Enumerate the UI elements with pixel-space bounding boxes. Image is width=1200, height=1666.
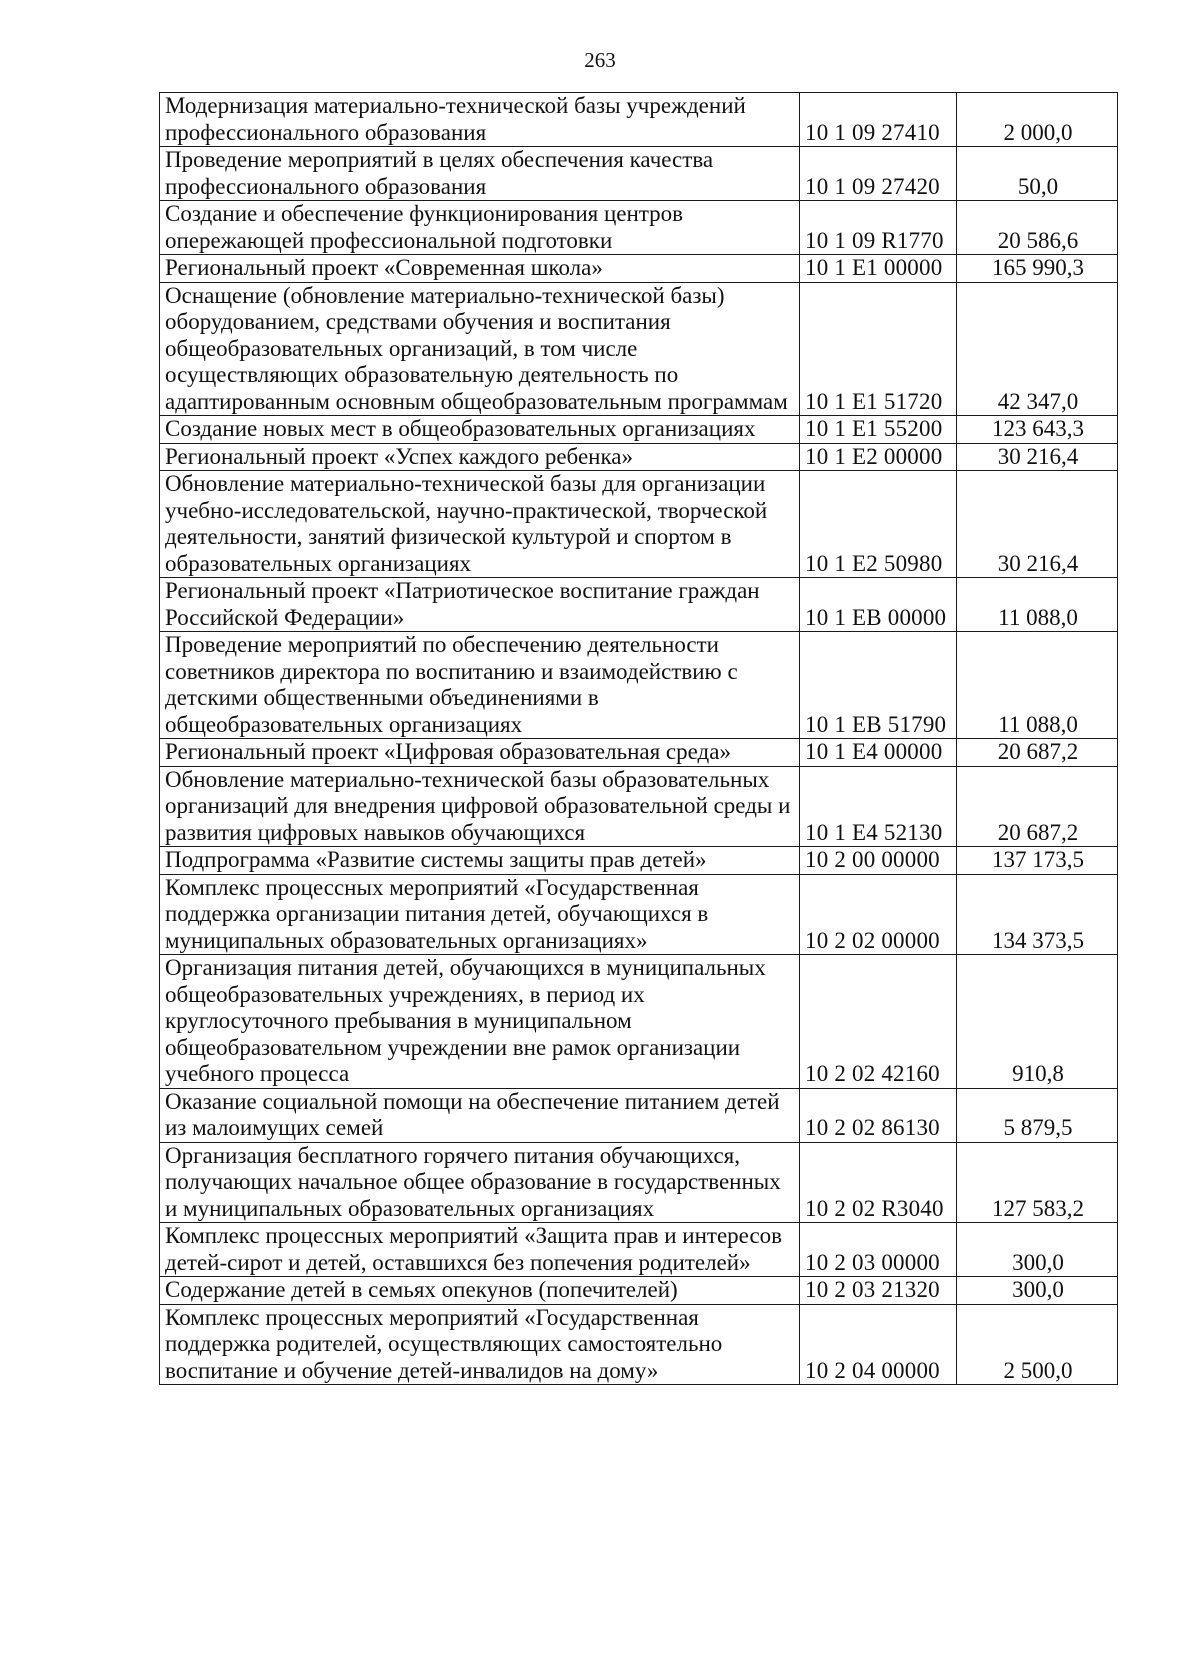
table-row bbox=[160, 766, 1118, 847]
row-name-cell: Создание новых мест в общеобразовательных организациях bbox=[160, 416, 800, 444]
row-code-cell: 10 1 EB 51790 bbox=[800, 632, 957, 739]
row-name-cell: Организация питания детей, обучающихся в муниципальных общеобразовательных учреждениях, в период их круглосуточного пребывания в муниципальном общеобразовательном учреждении вне рамок организации учебного процесса bbox=[160, 955, 800, 1089]
row-code-cell: 10 1 09 R1770 bbox=[800, 201, 957, 255]
row-amount-cell: 2 000,0 bbox=[957, 93, 1118, 147]
table-body bbox=[160, 93, 1118, 1385]
row-amount-cell: 165 990,3 bbox=[957, 255, 1118, 283]
table-row bbox=[160, 147, 1118, 201]
row-name-cell: Оснащение (обновление материально-технической базы) оборудованием, средствами обучения и воспитания общеобразовательных организаций, в том числе осуществляющих образовательную деятельность по адаптированным основным общеобразовательным программам bbox=[160, 282, 800, 416]
budget-table bbox=[159, 92, 1118, 1385]
row-code-cell: 10 1 E4 52130 bbox=[800, 766, 957, 847]
row-amount-cell: 20 687,2 bbox=[957, 739, 1118, 767]
row-code-cell: 10 1 E2 00000 bbox=[800, 443, 957, 471]
row-name-cell: Содержание детей в семьях опекунов (попечителей) bbox=[160, 1277, 800, 1305]
row-amount-cell: 20 586,6 bbox=[957, 201, 1118, 255]
row-amount-cell: 5 879,5 bbox=[957, 1088, 1118, 1142]
row-amount-cell: 42 347,0 bbox=[957, 282, 1118, 416]
table-row bbox=[160, 1304, 1118, 1385]
row-code-cell: 10 2 02 00000 bbox=[800, 874, 957, 955]
row-name-cell: Оказание социальной помощи на обеспечение питанием детей из малоимущих семей bbox=[160, 1088, 800, 1142]
row-name-cell: Проведение мероприятий по обеспечению деятельности советников директора по воспитанию и взаимодействию с детскими общественными объединениями в общеобразовательных организациях bbox=[160, 632, 800, 739]
row-name-cell: Обновление материально-технической базы образовательных организаций для внедрения цифровой образовательной среды и развития цифровых навыков обучающихся bbox=[160, 766, 800, 847]
row-code-cell: 10 1 E2 50980 bbox=[800, 471, 957, 578]
row-name-cell: Обновление материально-технической базы для организации учебно-исследовательской, научно-практической, творческой деятельности, занятий физической культурой и спортом в образовательных организациях bbox=[160, 471, 800, 578]
table-row bbox=[160, 443, 1118, 471]
row-code-cell: 10 1 E1 55200 bbox=[800, 416, 957, 444]
row-amount-cell: 30 216,4 bbox=[957, 443, 1118, 471]
table-row bbox=[160, 632, 1118, 739]
row-code-cell: 10 1 E1 51720 bbox=[800, 282, 957, 416]
table-row bbox=[160, 416, 1118, 444]
row-name-cell: Региональный проект «Успех каждого ребенка» bbox=[160, 443, 800, 471]
table-row bbox=[160, 1223, 1118, 1277]
row-name-cell: Региональный проект «Патриотическое воспитание граждан Российской Федерации» bbox=[160, 578, 800, 632]
row-code-cell: 10 1 EB 00000 bbox=[800, 578, 957, 632]
row-amount-cell: 50,0 bbox=[957, 147, 1118, 201]
table-row bbox=[160, 955, 1118, 1089]
table-row bbox=[160, 739, 1118, 767]
row-name-cell: Создание и обеспечение функционирования центров опережающей профессиональной подготовки bbox=[160, 201, 800, 255]
page-number: 263 bbox=[584, 48, 616, 72]
row-code-cell: 10 2 00 00000 bbox=[800, 847, 957, 875]
row-amount-cell: 30 216,4 bbox=[957, 471, 1118, 578]
row-code-cell: 10 2 02 R3040 bbox=[800, 1142, 957, 1223]
row-code-cell: 10 1 09 27410 bbox=[800, 93, 957, 147]
table-row bbox=[160, 1277, 1118, 1305]
table-row bbox=[160, 255, 1118, 283]
row-amount-cell: 123 643,3 bbox=[957, 416, 1118, 444]
table-row bbox=[160, 282, 1118, 416]
row-amount-cell: 11 088,0 bbox=[957, 578, 1118, 632]
table-row bbox=[160, 874, 1118, 955]
row-name-cell: Проведение мероприятий в целях обеспечения качества профессионального образования bbox=[160, 147, 800, 201]
table-row bbox=[160, 1142, 1118, 1223]
row-amount-cell: 20 687,2 bbox=[957, 766, 1118, 847]
row-code-cell: 10 2 03 00000 bbox=[800, 1223, 957, 1277]
row-code-cell: 10 2 03 21320 bbox=[800, 1277, 957, 1305]
table-row bbox=[160, 847, 1118, 875]
row-name-cell: Комплекс процессных мероприятий «Государственная поддержка родителей, осуществляющих самостоятельно воспитание и обучение детей-инвалидов на дому» bbox=[160, 1304, 800, 1385]
table-row bbox=[160, 201, 1118, 255]
row-name-cell: Региональный проект «Современная школа» bbox=[160, 255, 800, 283]
row-amount-cell: 2 500,0 bbox=[957, 1304, 1118, 1385]
row-amount-cell: 300,0 bbox=[957, 1223, 1118, 1277]
row-amount-cell: 137 173,5 bbox=[957, 847, 1118, 875]
row-amount-cell: 134 373,5 bbox=[957, 874, 1118, 955]
row-code-cell: 10 2 02 86130 bbox=[800, 1088, 957, 1142]
row-amount-cell: 300,0 bbox=[957, 1277, 1118, 1305]
row-amount-cell: 127 583,2 bbox=[957, 1142, 1118, 1223]
row-code-cell: 10 1 E4 00000 bbox=[800, 739, 957, 767]
table-row bbox=[160, 1088, 1118, 1142]
row-code-cell: 10 2 04 00000 bbox=[800, 1304, 957, 1385]
row-amount-cell: 910,8 bbox=[957, 955, 1118, 1089]
table-row bbox=[160, 471, 1118, 578]
row-amount-cell: 11 088,0 bbox=[957, 632, 1118, 739]
table-row bbox=[160, 93, 1118, 147]
row-code-cell: 10 1 09 27420 bbox=[800, 147, 957, 201]
row-name-cell: Модернизация материально-технической базы учреждений профессионального образования bbox=[160, 93, 800, 147]
row-code-cell: 10 2 02 42160 bbox=[800, 955, 957, 1089]
row-name-cell: Организация бесплатного горячего питания обучающихся, получающих начальное общее образование в государственных и муниципальных образовательных организациях bbox=[160, 1142, 800, 1223]
row-name-cell: Региональный проект «Цифровая образовательная среда» bbox=[160, 739, 800, 767]
row-name-cell: Комплекс процессных мероприятий «Защита прав и интересов детей-сирот и детей, оставшихся без попечения родителей» bbox=[160, 1223, 800, 1277]
row-code-cell: 10 1 E1 00000 bbox=[800, 255, 957, 283]
row-name-cell: Подпрограмма «Развитие системы защиты прав детей» bbox=[160, 847, 800, 875]
row-name-cell: Комплекс процессных мероприятий «Государственная поддержка организации питания детей, обучающихся в муниципальных образовательных организациях» bbox=[160, 874, 800, 955]
table-row bbox=[160, 578, 1118, 632]
